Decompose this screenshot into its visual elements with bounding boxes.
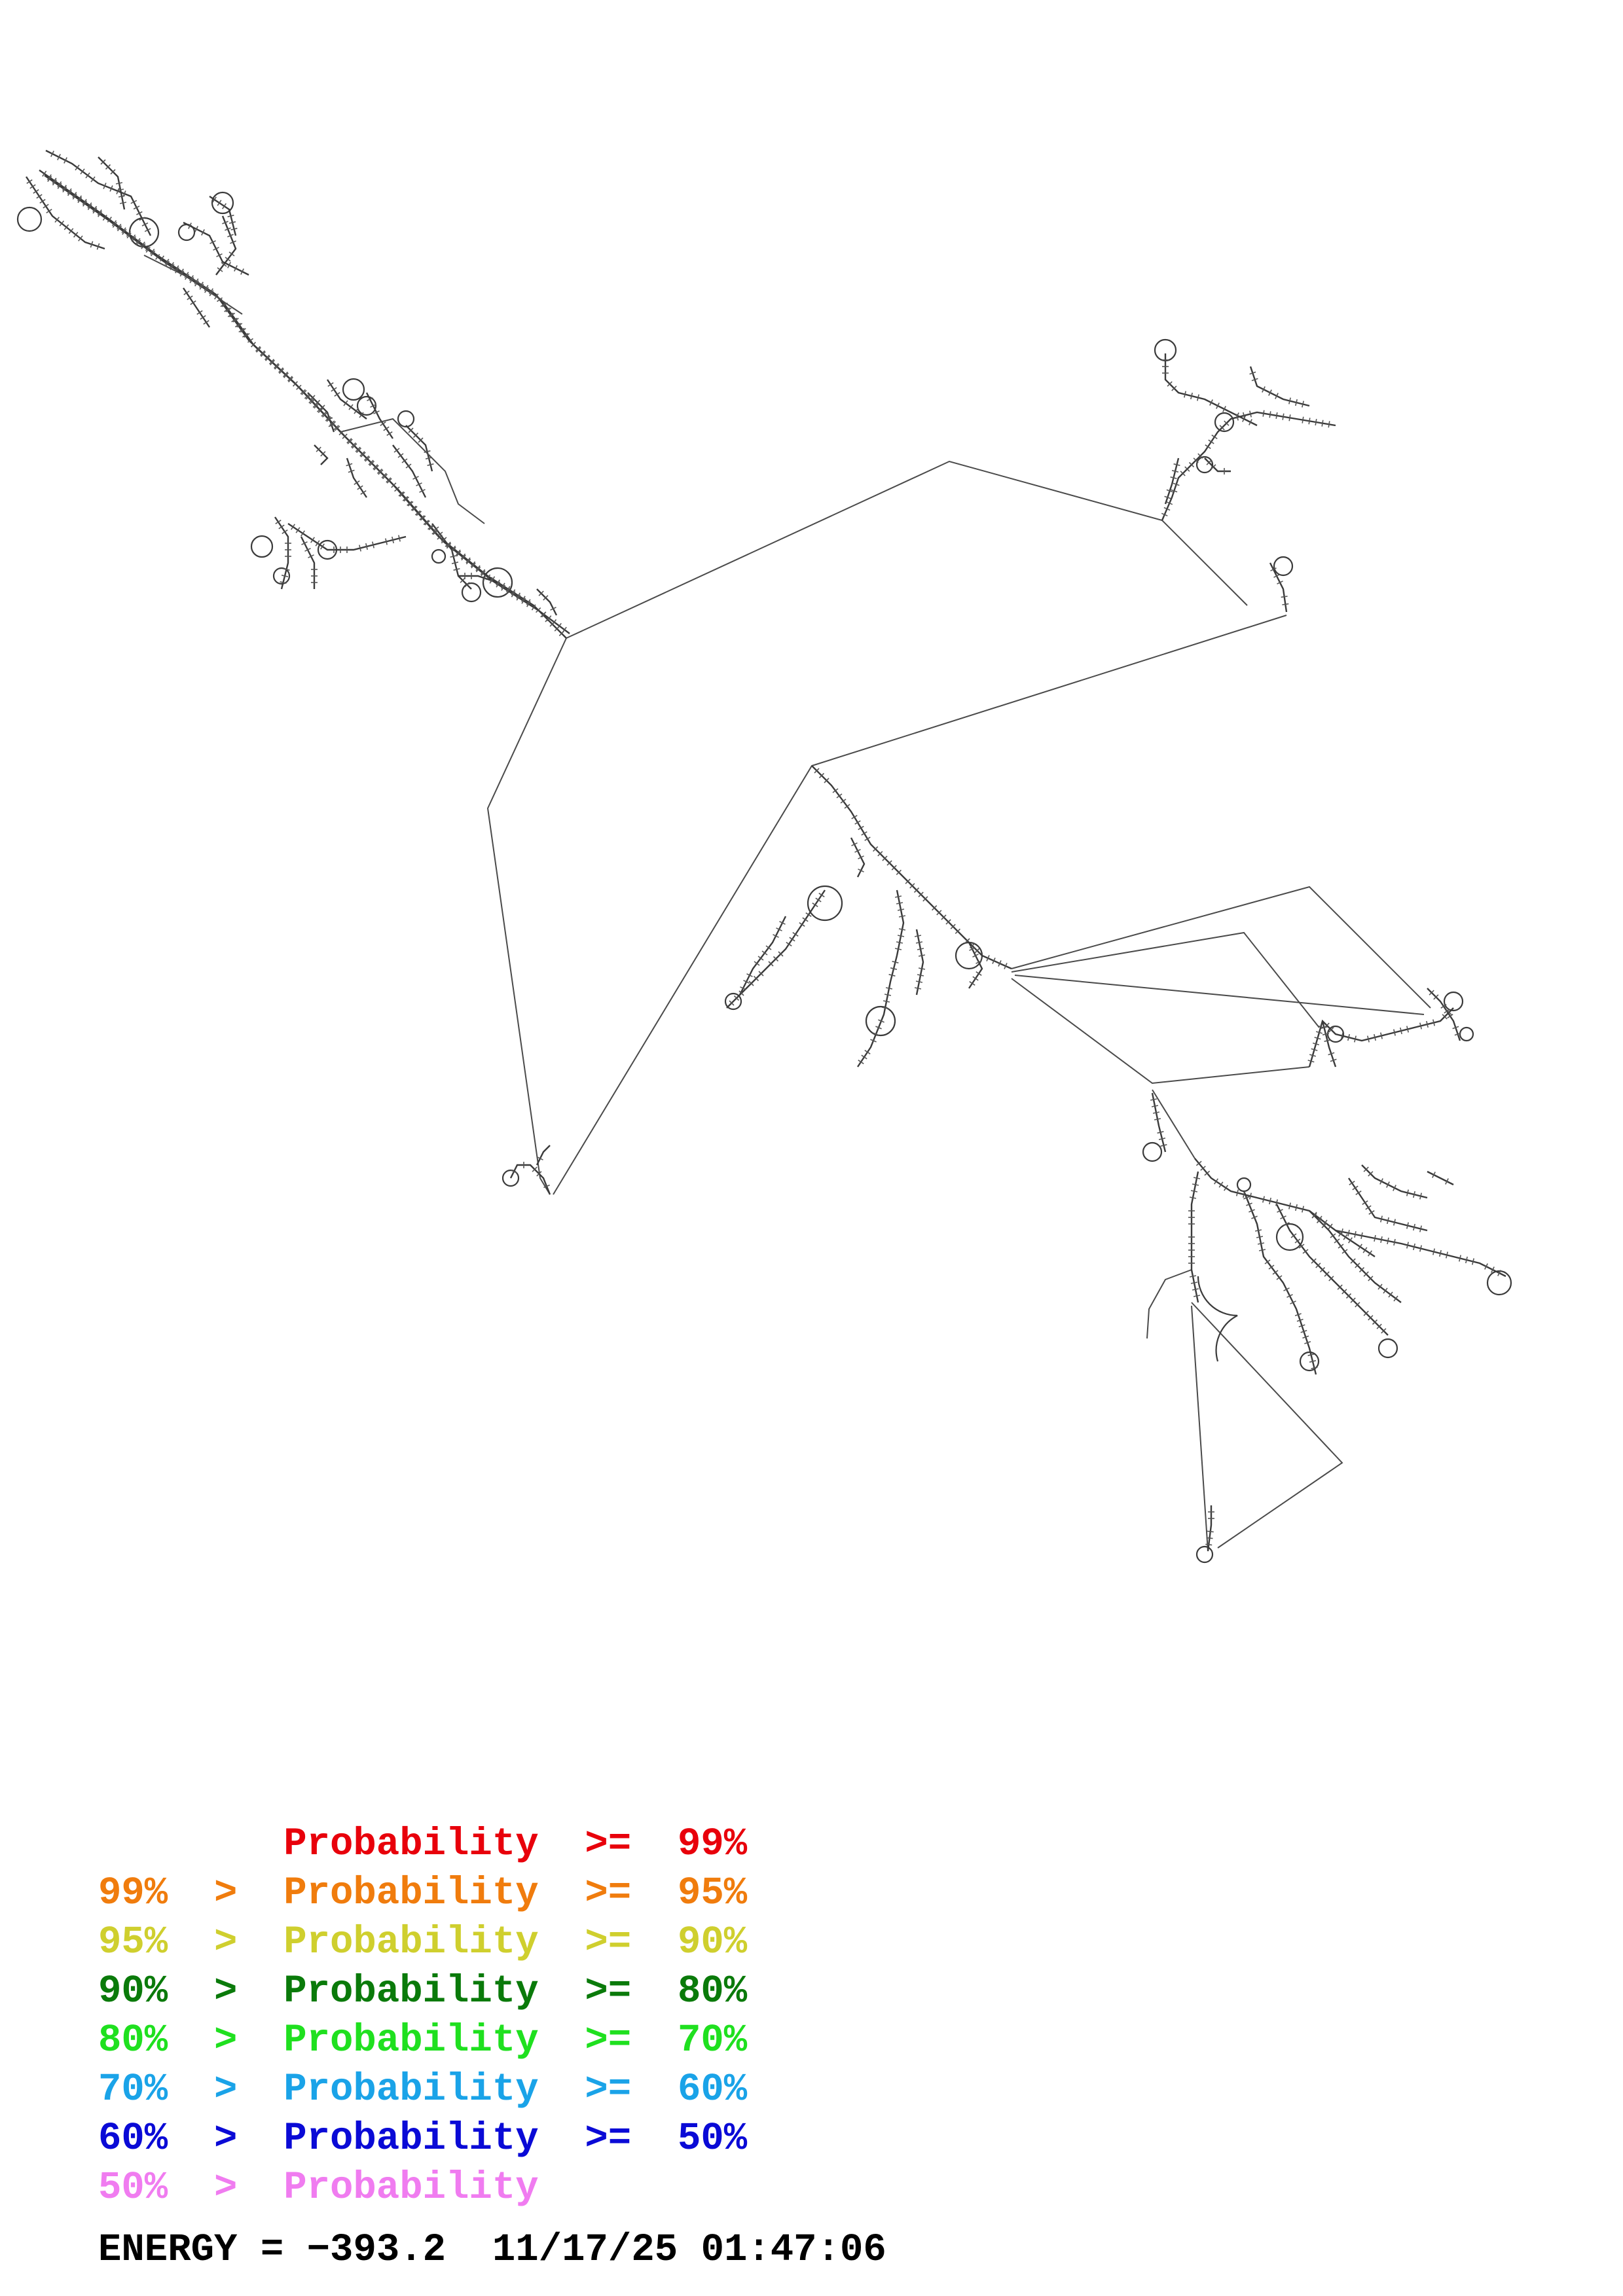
legend-lower-bound: 60% (98, 2117, 168, 2161)
hairpin-loop (398, 411, 414, 427)
base-pair-rung (898, 909, 904, 910)
base-pair-rung (917, 948, 924, 950)
base-pair-rung (120, 202, 126, 204)
legend-separator: > (214, 2117, 238, 2161)
legend-lower-bound: 95% (98, 1920, 168, 1964)
backbone-link (566, 461, 1247, 638)
base-pair-rung (1348, 1230, 1349, 1236)
base-pair-rung (883, 1001, 890, 1002)
base-pair-rung (1152, 1105, 1158, 1107)
base-pair-rung (1328, 421, 1330, 427)
legend-lower-bound: 99% (98, 1871, 168, 1915)
helix-stem (511, 1165, 550, 1194)
base-pair-rung (916, 942, 922, 943)
helix-branch (367, 393, 393, 439)
base-pair-rung (1191, 1282, 1197, 1283)
helix-branch (917, 929, 923, 995)
legend-operator: >= (585, 2068, 632, 2111)
legend-upper-bound: 80% (677, 1969, 748, 2013)
base-pair-rung (1150, 1099, 1157, 1100)
hairpin-loop (1487, 1271, 1511, 1295)
base-pair-rung (119, 196, 125, 197)
legend-lower-bound: 50% (98, 2166, 168, 2210)
legend-row (98, 2016, 771, 2065)
legend-operator: >= (585, 2117, 632, 2161)
energy-label: ENERGY = (98, 2228, 284, 2272)
backbone-link (1012, 887, 1431, 1008)
helix-branch (1362, 1165, 1427, 1198)
base-pair-rung (1269, 411, 1271, 418)
legend-row (98, 1918, 771, 1967)
legend-upper-bound: 50% (677, 2117, 748, 2161)
legend-separator: > (214, 1920, 238, 1964)
base-pair-rung (1194, 1295, 1200, 1297)
backbone-link (553, 615, 1286, 1194)
base-pair-rung (1194, 1177, 1200, 1179)
base-pair-rung (1154, 1119, 1161, 1120)
backbone-link (1147, 1270, 1192, 1338)
base-pair-rung (1355, 1231, 1356, 1238)
base-pair-rung (919, 955, 925, 956)
legend-row (98, 1820, 771, 1869)
base-pair-rung (1256, 1236, 1263, 1238)
helix-stem (1162, 412, 1336, 520)
hairpin-loop (343, 379, 364, 400)
legend-label: Probability (283, 1822, 539, 1866)
helix-branch (1250, 367, 1309, 406)
base-pair-rung (1255, 1230, 1262, 1231)
hairpin-loop (274, 568, 289, 584)
hairpin-loop (179, 224, 194, 240)
helix-branch (1427, 1172, 1453, 1185)
base-pair-rung (116, 183, 122, 184)
base-pair-rung (1322, 420, 1323, 427)
hairpin-loop (1237, 1178, 1250, 1191)
legend-row (98, 2163, 771, 2212)
base-pair-rung (896, 942, 903, 943)
hairpin-loop (462, 583, 481, 601)
base-pair-rung (1361, 1232, 1362, 1239)
base-pair-rung (1192, 1184, 1199, 1185)
base-pair-rung (1258, 1243, 1264, 1244)
helix-stem (537, 1145, 550, 1165)
base-pair-rungs (27, 151, 1501, 1545)
hairpin-loop (212, 192, 233, 213)
hairpin-loop (432, 550, 445, 563)
hairpin-loop (1215, 413, 1233, 431)
hairpin-loop (1277, 1224, 1303, 1250)
base-pair-rung (1302, 417, 1304, 423)
base-pair-rung (1190, 1197, 1196, 1198)
base-pair-rung (916, 981, 922, 982)
hairpin-loop (1197, 1547, 1213, 1562)
helix-branch (314, 445, 327, 465)
legend-operator: >= (585, 1969, 632, 2013)
legend-upper-bound: 60% (677, 2068, 748, 2111)
base-pair-rung (1259, 1249, 1266, 1251)
base-pair-rung (1315, 419, 1317, 425)
base-pair-rung (1190, 1276, 1196, 1277)
hairpin-loop (18, 207, 41, 231)
legend-operator: >= (585, 1871, 632, 1915)
base-pair-rung (1263, 410, 1264, 417)
base-pair-rung (1192, 1289, 1199, 1290)
energy-footer (98, 2225, 886, 2274)
base-pair-rung (1283, 414, 1284, 420)
legend-operator: >= (585, 1822, 632, 1866)
backbone-link (488, 638, 566, 1194)
legend-upper-bound: 90% (677, 1920, 748, 1964)
base-pair-rung (896, 903, 903, 904)
base-pair-rung (895, 896, 902, 897)
helix-branch (858, 890, 903, 1067)
legend-separator: > (214, 1871, 238, 1915)
legend-row (98, 2114, 771, 2163)
hairpin-loop (1143, 1143, 1161, 1161)
base-pair-rung (884, 994, 891, 996)
base-pair-rung (898, 935, 904, 937)
base-pair-rung (917, 975, 924, 976)
legend-label: Probability (283, 1871, 539, 1915)
energy-value: −393.2 (306, 2228, 447, 2272)
base-pair-rung (895, 948, 902, 950)
legend-operator: >= (585, 1920, 632, 1964)
legend-row (98, 1869, 771, 1918)
legend-label: Probability (283, 2068, 539, 2111)
helix-stem (812, 766, 1012, 969)
legend-separator: > (214, 1969, 238, 2013)
hairpin-loop (1379, 1339, 1397, 1357)
legend-separator: > (214, 2068, 238, 2111)
legend-upper-bound: 95% (677, 1871, 748, 1915)
legend-separator: > (214, 2018, 238, 2062)
helix-stem (45, 175, 570, 634)
base-pair-rung (1381, 1236, 1382, 1243)
base-pair-rung (915, 935, 921, 937)
backbone-link (1192, 1302, 1342, 1548)
base-pair-rung (1153, 1112, 1159, 1113)
hairpin-loop (1444, 992, 1463, 1011)
base-pair-rung (1282, 604, 1288, 605)
hairpin-loops (18, 192, 1511, 1562)
legend-separator: > (214, 2166, 238, 2210)
hairpin-loop (1460, 1028, 1473, 1041)
legend-lower-bound: 70% (98, 2068, 168, 2111)
base-pair-rung (1205, 1544, 1212, 1545)
base-pair-rung (1289, 414, 1290, 421)
helix-branch (301, 537, 314, 589)
base-pair-rung (1341, 1229, 1343, 1235)
date-stamp: 11/17/25 (492, 2228, 678, 2272)
helix-branch (1244, 1191, 1316, 1374)
base-pair-rung (1394, 1239, 1395, 1246)
helix-branch (183, 288, 210, 327)
legend-label: Probability (283, 2166, 539, 2210)
legend-lower-bound: 80% (98, 2018, 168, 2062)
base-pair-rung (1281, 596, 1288, 597)
time-stamp: 01:47:06 (701, 2228, 886, 2272)
legend-row (98, 2065, 771, 2114)
base-pair-rung (1309, 418, 1310, 424)
legend-label: Probability (283, 1920, 539, 1964)
hairpin-loop (1274, 557, 1292, 575)
backbone-link (1192, 1306, 1208, 1551)
base-pair-rung (899, 929, 905, 930)
base-pair-rung (915, 988, 921, 989)
backbone-link (1012, 978, 1309, 1083)
legend-label: Probability (283, 1969, 539, 2013)
legend-lower-bound: 90% (98, 1969, 168, 2013)
base-pair-rung (1374, 1235, 1376, 1242)
backbone-link (1015, 975, 1424, 1014)
helix-branch (1427, 988, 1460, 1041)
base-pair-rung (1207, 1531, 1214, 1532)
legend-label: Probability (283, 2117, 539, 2161)
legend-upper-bound: 99% (677, 1822, 748, 1866)
base-pair-rung (1387, 1238, 1389, 1244)
base-pair-rung (1276, 412, 1277, 419)
legend-row (98, 1967, 771, 2016)
legend-upper-bound: 70% (677, 2018, 748, 2062)
base-pair-rung (1191, 1191, 1197, 1192)
hairpin-loop (251, 536, 272, 557)
structure-lines (26, 151, 1506, 1551)
helix-stem (1195, 1158, 1375, 1257)
base-pair-rung (886, 988, 892, 989)
helix-stem (39, 170, 566, 638)
helix-branch (1205, 458, 1231, 471)
base-pair-rung (919, 968, 925, 969)
probability-legend (98, 1820, 771, 2212)
multiloop-arc (1198, 1276, 1237, 1361)
base-pair-rung (882, 1007, 888, 1009)
base-pair-rung (899, 916, 905, 917)
legend-operator: >= (585, 2018, 632, 2062)
helix-branch (275, 517, 288, 589)
legend-label: Probability (283, 2018, 539, 2062)
hairpin-loop (956, 942, 982, 969)
